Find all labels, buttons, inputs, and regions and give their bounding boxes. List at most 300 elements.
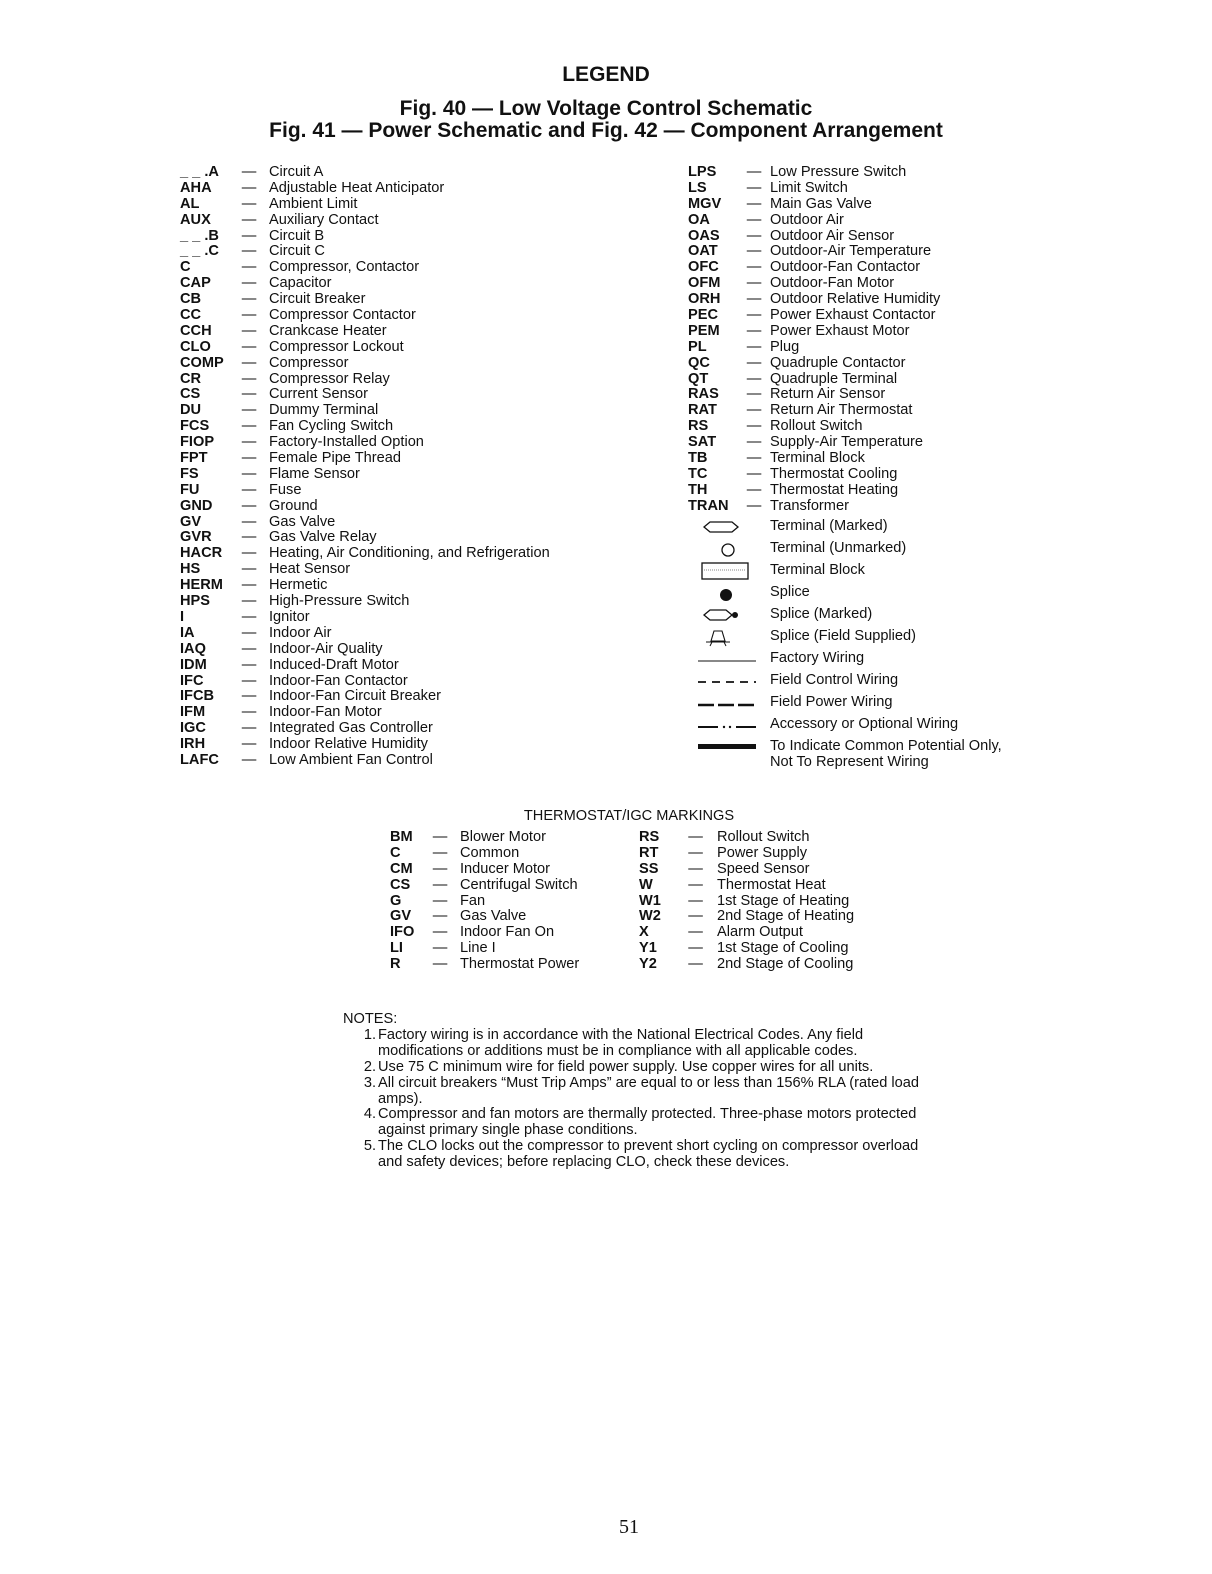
abbreviation: W2: [639, 908, 661, 925]
abbreviation: AL: [180, 195, 200, 212]
abbreviation: SAT: [688, 434, 717, 451]
legend-entry: [180, 674, 550, 690]
abbreviation: CLO: [180, 338, 211, 355]
definition: Fan Cycling Switch: [269, 418, 394, 435]
definition: Indoor Fan On: [460, 924, 555, 941]
em-dash: —: [241, 545, 257, 562]
em-dash: —: [241, 481, 257, 498]
abbreviation: CB: [180, 291, 202, 308]
legend-entry: [688, 419, 940, 435]
definition: 2nd Stage of Cooling: [717, 956, 854, 973]
em-dash: —: [241, 307, 257, 324]
legend-entry: [688, 197, 940, 213]
definition: Power Exhaust Motor: [770, 322, 910, 339]
note-text: The CLO locks out the compressor to prevent short cycling on compressor overload and safety devices; before replacing CLO, check these devices.: [378, 1138, 919, 1171]
note-text: Factory wiring is in accordance with the National Electrical Codes. Any field modifications or additions must be in compliance with all applicable codes.: [378, 1026, 864, 1059]
legend-entry: [688, 499, 940, 515]
abbreviation: PEC: [688, 307, 719, 324]
definition: Fuse: [269, 481, 302, 498]
legend-entry: [688, 292, 940, 308]
definition: Dummy Terminal: [269, 402, 379, 419]
legend-title: LEGEND: [562, 63, 650, 86]
common-potential-icon: [690, 737, 760, 757]
definition: Adjustable Heat Anticipator: [269, 179, 445, 196]
abbreviation: GND: [180, 497, 213, 514]
legend-entry: [390, 894, 579, 910]
definition: Supply-Air Temperature: [770, 434, 924, 451]
abbreviation: IFO: [390, 924, 415, 941]
definition: Factory-Installed Option: [269, 434, 424, 451]
em-dash: —: [746, 497, 762, 514]
definition: Indoor Air: [269, 624, 332, 641]
em-dash: —: [688, 844, 703, 861]
abbreviation: TRAN: [688, 497, 729, 514]
definition: Transformer: [770, 497, 849, 514]
em-dash: —: [746, 450, 762, 467]
definition: Quadruple Contactor: [770, 354, 906, 371]
note-item: [343, 1107, 923, 1139]
definition: Outdoor Relative Humidity: [770, 291, 941, 308]
legend-entry: [639, 894, 854, 910]
legend-entry: [639, 830, 854, 846]
definition: Rollout Switch: [717, 829, 810, 845]
abbreviation: GVR: [180, 529, 212, 546]
em-dash: —: [432, 924, 448, 941]
em-dash: —: [432, 892, 448, 909]
em-dash: —: [688, 829, 703, 845]
figure-caption-line-2: Fig. 41 — Power Schematic and Fig. 42 — Component Arrangement: [269, 119, 943, 142]
definition: Female Pipe Thread: [269, 450, 401, 467]
legend-entry: [180, 562, 550, 578]
em-dash: —: [241, 593, 257, 610]
legend-entry: [180, 451, 550, 467]
note-number: 5.: [363, 1138, 376, 1155]
definition: Compressor, Contactor: [269, 259, 420, 276]
legend-entry: [390, 830, 579, 846]
legend-entry: [639, 862, 854, 878]
legend-entry: [180, 515, 550, 531]
legend-entry: [180, 435, 550, 451]
legend-entry: [180, 610, 550, 626]
em-dash: —: [241, 656, 257, 673]
definition: Speed Sensor: [717, 860, 810, 877]
symbol-label: Splice (Field Supplied): [770, 628, 917, 644]
legend-entry: [180, 483, 550, 499]
legend-entry: [180, 499, 550, 515]
abbreviation: OAS: [688, 227, 720, 244]
em-dash: —: [688, 956, 703, 973]
abbreviation: RAS: [688, 386, 719, 403]
legend-entry: [180, 165, 550, 181]
note-item: [343, 1028, 923, 1060]
definition: Hermetic: [269, 577, 328, 594]
symbol-label: Splice: [770, 584, 810, 600]
em-dash: —: [432, 844, 448, 861]
definition: Power Exhaust Contactor: [770, 307, 936, 324]
definition: 2nd Stage of Heating: [717, 908, 855, 925]
legend-entry: [639, 957, 854, 973]
legend-entry: [390, 878, 579, 894]
em-dash: —: [746, 211, 762, 228]
definition: Ambient Limit: [269, 195, 358, 212]
abbreviation-list-right: [688, 165, 940, 515]
note-number: 4.: [363, 1106, 376, 1123]
abbreviation: AHA: [180, 179, 212, 196]
abbreviation: MGV: [688, 195, 722, 212]
legend-entry: [180, 244, 550, 260]
definition: Blower Motor: [460, 829, 546, 845]
definition: Induced-Draft Motor: [269, 656, 399, 673]
em-dash: —: [241, 370, 257, 387]
symbol-label: Field Power Wiring: [770, 694, 893, 710]
em-dash: —: [241, 164, 257, 180]
abbreviation: IGC: [180, 720, 206, 737]
em-dash: —: [241, 736, 257, 753]
abbreviation: FS: [180, 465, 199, 482]
abbreviation: OFC: [688, 259, 719, 276]
em-dash: —: [746, 227, 762, 244]
abbreviation: TH: [688, 481, 708, 498]
definition: Outdoor-Air Temperature: [770, 243, 932, 260]
note-text: Compressor and fan motors are thermally protected. Three-phase motors protected against primary single phase conditions.: [378, 1106, 917, 1139]
definition: Ignitor: [269, 608, 310, 625]
em-dash: —: [746, 481, 762, 498]
definition: Line I: [460, 940, 496, 957]
em-dash: —: [746, 307, 762, 324]
em-dash: —: [746, 291, 762, 308]
em-dash: —: [432, 956, 448, 973]
em-dash: —: [688, 860, 703, 877]
em-dash: —: [432, 860, 448, 877]
thermostat-list-right: [639, 830, 854, 973]
abbreviation: RS: [688, 418, 709, 435]
abbreviation: IDM: [180, 656, 207, 673]
abbreviation: HS: [180, 561, 201, 578]
abbreviation: PL: [688, 338, 707, 355]
note-number: 2.: [363, 1058, 376, 1075]
abbreviation: C: [390, 844, 401, 861]
note-text: All circuit breakers “Must Trip Amps” are equal to or less than 156% RLA (rated load amps).: [378, 1074, 920, 1107]
em-dash: —: [241, 704, 257, 721]
legend-entry: [180, 658, 550, 674]
abbreviation: GV: [180, 513, 202, 530]
legend-entry: [180, 737, 550, 753]
em-dash: —: [688, 876, 703, 893]
abbreviation: FU: [180, 481, 200, 498]
abbreviation: IRH: [180, 736, 206, 753]
symbol-label: Terminal (Unmarked): [770, 540, 907, 556]
splice-field-supplied-icon: [690, 627, 760, 647]
terminal-unmarked-icon: [690, 539, 760, 559]
symbol-label: Splice (Marked): [770, 606, 873, 622]
definition: Integrated Gas Controller: [269, 720, 433, 737]
abbreviation: AUX: [180, 211, 211, 228]
legend-entry: [180, 578, 550, 594]
page-number: 51: [619, 1516, 639, 1538]
abbreviation: GV: [390, 908, 412, 925]
definition: Rollout Switch: [770, 418, 863, 435]
abbreviation: Y1: [639, 940, 657, 957]
legend-entry: [180, 753, 550, 769]
legend-entry: [639, 941, 854, 957]
legend-entry: [180, 467, 550, 483]
abbreviation-list-left: [180, 165, 550, 769]
legend-entry: [180, 276, 550, 292]
legend-entry: [180, 387, 550, 403]
definition: Plug: [770, 338, 800, 355]
thermostat-markings-title: THERMOSTAT/IGC MARKINGS: [523, 808, 735, 824]
abbreviation: CAP: [180, 275, 211, 292]
em-dash: —: [746, 370, 762, 387]
em-dash: —: [746, 465, 762, 482]
em-dash: —: [746, 164, 762, 180]
em-dash: —: [241, 227, 257, 244]
abbreviation: IFM: [180, 704, 206, 721]
terminal-marked-icon: [690, 517, 760, 537]
abbreviation: R: [390, 956, 401, 973]
em-dash: —: [432, 876, 448, 893]
definition: High-Pressure Switch: [269, 593, 410, 610]
em-dash: —: [241, 259, 257, 276]
em-dash: —: [241, 465, 257, 482]
legend-entry: [390, 941, 579, 957]
definition: Inducer Motor: [460, 860, 551, 877]
em-dash: —: [241, 243, 257, 260]
legend-entry: [180, 705, 550, 721]
em-dash: —: [688, 892, 703, 909]
legend-entry: [180, 546, 550, 562]
em-dash: —: [241, 211, 257, 228]
abbreviation: QT: [688, 370, 709, 387]
note-number: 1.: [363, 1026, 376, 1043]
symbol-label: Field Control Wiring: [770, 672, 899, 688]
em-dash: —: [241, 672, 257, 689]
abbreviation: CCH: [180, 322, 212, 339]
definition: Alarm Output: [717, 924, 803, 941]
definition: Ground: [269, 497, 318, 514]
definition: Low Pressure Switch: [770, 164, 907, 180]
terminal-block-icon: [690, 561, 760, 581]
definition: Heat Sensor: [269, 561, 351, 578]
em-dash: —: [688, 908, 703, 925]
abbreviation: I: [180, 608, 185, 625]
splice-icon: [690, 583, 760, 603]
legend-entry: [180, 213, 550, 229]
legend-entry: [180, 419, 550, 435]
legend-entry: [180, 340, 550, 356]
definition: Outdoor-Fan Motor: [770, 275, 895, 292]
note-item: [343, 1060, 923, 1076]
note-number: 3.: [363, 1074, 376, 1091]
factory-wiring-icon: [690, 649, 760, 669]
definition: Thermostat Heat: [717, 876, 826, 893]
em-dash: —: [241, 418, 257, 435]
definition: Compressor: [269, 354, 349, 371]
legend-entry: [180, 229, 550, 245]
em-dash: —: [241, 402, 257, 419]
legend-entry: [688, 387, 940, 403]
em-dash: —: [241, 624, 257, 641]
definition: Return Air Sensor: [770, 386, 886, 403]
note-text: Use 75 C minimum wire for field power supply. Use copper wires for all units.: [378, 1058, 874, 1075]
definition: Outdoor-Fan Contactor: [770, 259, 921, 276]
definition: Thermostat Power: [460, 956, 580, 973]
definition: 1st Stage of Cooling: [717, 940, 849, 957]
legend-entry: [180, 308, 550, 324]
definition: Capacitor: [269, 275, 332, 292]
definition: Circuit Breaker: [269, 291, 366, 308]
legend-entry: [390, 909, 579, 925]
em-dash: —: [241, 751, 257, 768]
abbreviation: CR: [180, 370, 202, 387]
em-dash: —: [746, 179, 762, 196]
abbreviation: BM: [390, 829, 413, 845]
abbreviation: SS: [639, 860, 659, 877]
legend-entry: [639, 909, 854, 925]
legend-entry: [180, 197, 550, 213]
legend-entry: [180, 181, 550, 197]
em-dash: —: [746, 434, 762, 451]
abbreviation: _ _ .B: [180, 227, 219, 244]
em-dash: —: [241, 386, 257, 403]
em-dash: —: [241, 497, 257, 514]
em-dash: —: [746, 195, 762, 212]
em-dash: —: [746, 322, 762, 339]
symbol-label-continued: Not To Represent Wiring: [770, 754, 929, 770]
em-dash: —: [746, 418, 762, 435]
em-dash: —: [241, 513, 257, 530]
em-dash: —: [241, 338, 257, 355]
em-dash: —: [241, 720, 257, 737]
legend-entry: [180, 721, 550, 737]
definition: Gas Valve: [269, 513, 336, 530]
definition: Circuit B: [269, 227, 325, 244]
definition: Outdoor Air Sensor: [770, 227, 895, 244]
em-dash: —: [688, 940, 703, 957]
abbreviation: LS: [688, 179, 707, 196]
definition: Indoor Relative Humidity: [269, 736, 428, 753]
definition: 1st Stage of Heating: [717, 892, 850, 909]
abbreviation: LPS: [688, 164, 717, 180]
splice-marked-icon: [690, 605, 760, 625]
legend-entry: [688, 308, 940, 324]
accessory-wiring-icon: [690, 715, 760, 735]
field-power-wiring-icon: [690, 693, 760, 713]
abbreviation: FCS: [180, 418, 210, 435]
definition: Indoor-Fan Motor: [269, 704, 382, 721]
definition: Limit Switch: [770, 179, 848, 196]
thermostat-list-left: [390, 830, 579, 973]
abbreviation: TC: [688, 465, 708, 482]
legend-entry: [180, 372, 550, 388]
definition: Auxiliary Contact: [269, 211, 379, 228]
legend-entry: [180, 403, 550, 419]
definition: Circuit A: [269, 164, 324, 180]
legend-entry: [688, 340, 940, 356]
legend-entry: [688, 324, 940, 340]
abbreviation: CM: [390, 860, 413, 877]
note-item: [343, 1139, 923, 1171]
legend-entry: [180, 689, 550, 705]
abbreviation: OFM: [688, 275, 721, 292]
abbreviation: LAFC: [180, 751, 219, 768]
legend-entry: [688, 483, 940, 499]
legend-entry: [639, 878, 854, 894]
em-dash: —: [746, 259, 762, 276]
symbol-label: Accessory or Optional Wiring: [770, 716, 959, 732]
definition: Outdoor Air: [770, 211, 844, 228]
legend-entry: [688, 467, 940, 483]
legend-entry: [180, 626, 550, 642]
definition: Flame Sensor: [269, 465, 360, 482]
definition: Low Ambient Fan Control: [269, 751, 433, 768]
em-dash: —: [241, 450, 257, 467]
em-dash: —: [746, 243, 762, 260]
symbol-label: Factory Wiring: [770, 650, 865, 666]
abbreviation: QC: [688, 354, 710, 371]
legend-entry: [688, 165, 940, 181]
em-dash: —: [241, 640, 257, 657]
em-dash: —: [241, 688, 257, 705]
em-dash: —: [432, 829, 448, 845]
abbreviation: FPT: [180, 450, 208, 467]
abbreviation: PEM: [688, 322, 720, 339]
definition: Current Sensor: [269, 386, 368, 403]
figure-caption-line-1: Fig. 40 — Low Voltage Control Schematic: [399, 97, 813, 120]
definition: Terminal Block: [770, 450, 865, 467]
symbol-label: To Indicate Common Potential Only,: [770, 738, 1002, 754]
legend-entry: [180, 356, 550, 372]
legend-entry: [688, 260, 940, 276]
abbreviation: OAT: [688, 243, 718, 260]
legend-entry: [688, 435, 940, 451]
abbreviation: CS: [180, 386, 201, 403]
abbreviation: ORH: [688, 291, 721, 308]
abbreviation: IFCB: [180, 688, 215, 705]
abbreviation: RS: [639, 829, 660, 845]
definition: Indoor-Air Quality: [269, 640, 383, 657]
definition: Quadruple Terminal: [770, 370, 898, 387]
legend-entry: [180, 260, 550, 276]
em-dash: —: [241, 275, 257, 292]
symbol-label: Terminal (Marked): [770, 518, 888, 534]
legend-entry: [180, 324, 550, 340]
definition: Fan: [460, 892, 486, 909]
legend-entry: [390, 925, 579, 941]
em-dash: —: [432, 940, 448, 957]
abbreviation: W1: [639, 892, 661, 909]
notes-section: [343, 1012, 923, 1171]
legend-entry: [180, 292, 550, 308]
em-dash: —: [746, 386, 762, 403]
definition: Heating, Air Conditioning, and Refrigeration: [269, 545, 550, 562]
definition: Return Air Thermostat: [770, 402, 913, 419]
em-dash: —: [746, 402, 762, 419]
em-dash: —: [241, 434, 257, 451]
abbreviation: LI: [390, 940, 403, 957]
note-item: [343, 1076, 923, 1108]
em-dash: —: [241, 322, 257, 339]
abbreviation: OA: [688, 211, 710, 228]
symbol-label: Terminal Block: [770, 562, 865, 578]
abbreviation: IA: [180, 624, 195, 641]
abbreviation: G: [390, 892, 402, 909]
abbreviation: C: [180, 259, 191, 276]
legend-entry: [688, 451, 940, 467]
definition: Common: [460, 844, 520, 861]
legend-entry: [688, 356, 940, 372]
definition: Compressor Contactor: [269, 307, 416, 324]
